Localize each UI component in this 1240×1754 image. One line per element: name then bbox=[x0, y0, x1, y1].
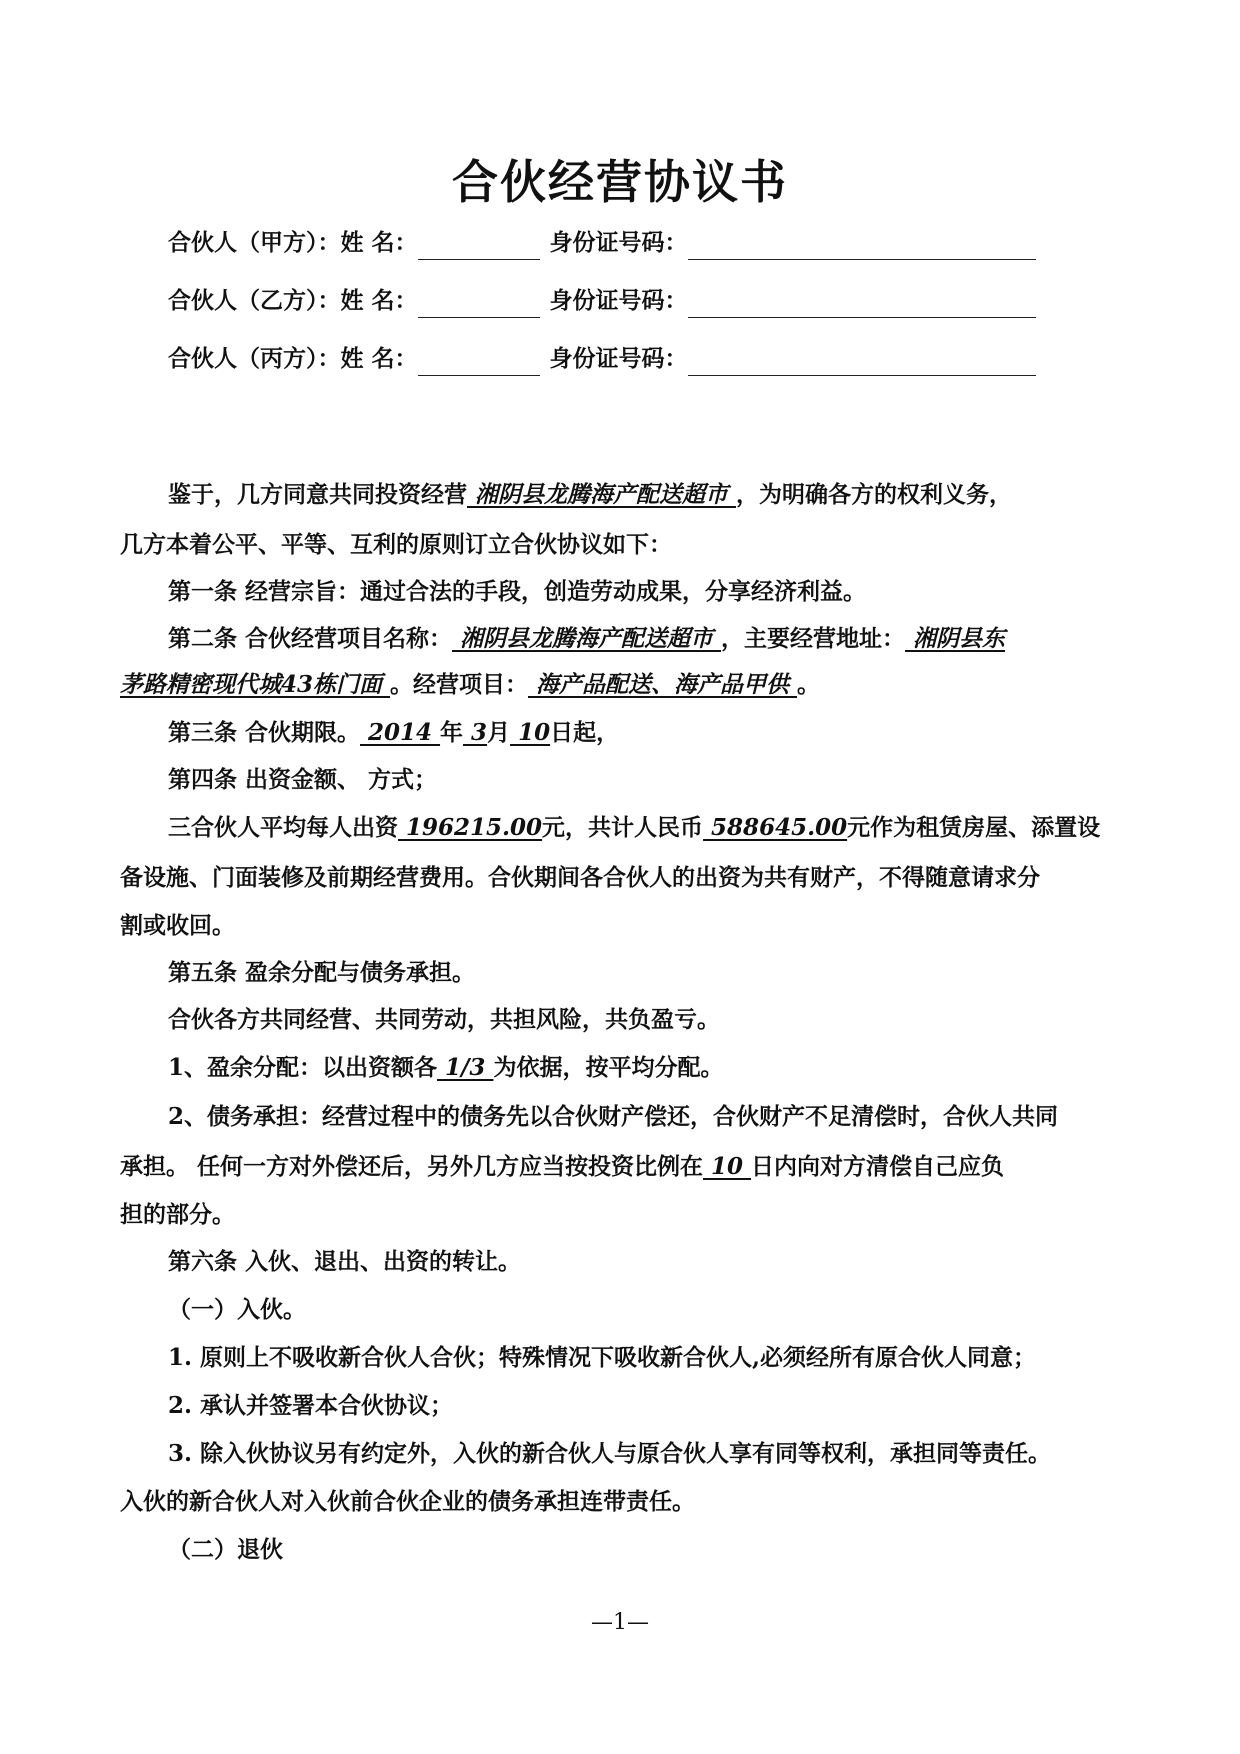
article-6-title: 第六条 入伙、退出、出资的转让。 bbox=[168, 1248, 522, 1275]
article-6-sub-1: （一）入伙。 bbox=[168, 1296, 306, 1323]
article-4-line-2: 备设施、门面装修及前期经营费用。合伙期间各合伙人的出资为共有财产，不得随意请求分 bbox=[120, 864, 1040, 891]
intro-line-1 bbox=[168, 478, 1012, 512]
article-3 bbox=[168, 716, 619, 750]
article-5-line-2 bbox=[168, 1051, 723, 1085]
article-2-line-2 bbox=[120, 668, 820, 702]
contribution-purpose: 元作为租赁房屋、添置设 bbox=[847, 814, 1101, 841]
total-label: 元，共计人民币 bbox=[542, 814, 704, 841]
address-field-part-2: 茅路精密现代城43栋门面 bbox=[120, 671, 391, 698]
party-c-row bbox=[168, 342, 1036, 376]
article-6-item-1: 1. 原则上不吸收新合伙人合伙；特殊情况下吸收新合伙人,必须经所有原合伙人同意； bbox=[168, 1344, 1037, 1371]
scope-label: 。经营项目： bbox=[390, 671, 529, 698]
scope-field: 海产品配送、海产品甲供 bbox=[528, 671, 798, 698]
period: 。 bbox=[797, 671, 821, 698]
page-number: —1— bbox=[591, 1610, 649, 1635]
article-2-label: 第二条 合伙经营项目名称： bbox=[168, 625, 453, 652]
profit-share-field: 1/3 bbox=[437, 1054, 494, 1081]
start-day-field: 10 bbox=[510, 719, 551, 746]
intro-text-2: ，为明确各方的权利义务， bbox=[736, 481, 1013, 508]
article-5-line-3: 2、债务承担：经营过程中的债务先以合伙财产偿还，合伙财产不足清偿时，合伙人共同 bbox=[168, 1103, 1059, 1130]
party-c-label: 合伙人（丙方）：姓 名： bbox=[168, 345, 418, 372]
repayment-days-field: 10 bbox=[703, 1153, 752, 1180]
party-a-row bbox=[168, 226, 1036, 260]
party-c-name-blank[interactable] bbox=[418, 349, 540, 376]
party-a-id-label: 身份证号码： bbox=[549, 229, 688, 256]
party-b-label: 合伙人（乙方）：姓 名： bbox=[168, 287, 418, 314]
article-6-item-3: 3. 除入伙协议另有约定外，入伙的新合伙人与原合伙人享有同等权利，承担同等责任。 bbox=[168, 1440, 1052, 1467]
per-person-amount-field: 196215.00 bbox=[398, 814, 543, 841]
article-5-line-4 bbox=[120, 1150, 1004, 1184]
month-label: 月 bbox=[487, 719, 511, 746]
article-4-title: 第四条 出资金额、 方式； bbox=[168, 766, 438, 793]
party-b-id-label: 身份证号码： bbox=[549, 287, 688, 314]
document-title: 合伙经营协议书 bbox=[452, 155, 788, 209]
party-c-id-label: 身份证号码： bbox=[549, 345, 688, 372]
party-a-label: 合伙人（甲方）：姓 名： bbox=[168, 229, 418, 256]
article-5-line-1: 合伙各方共同经营、共同劳动，共担风险，共负盈亏。 bbox=[168, 1006, 720, 1033]
total-amount-field: 588645.00 bbox=[703, 814, 848, 841]
party-b-row bbox=[168, 284, 1036, 318]
article-5-line-5: 担的部分。 bbox=[120, 1201, 235, 1228]
article-1: 第一条 经营宗旨：通过合法的手段，创造劳动成果，分享经济利益。 bbox=[168, 578, 867, 605]
project-name-field: 湘阴县龙腾海产配送超市 bbox=[452, 625, 722, 652]
party-c-id-blank[interactable] bbox=[688, 349, 1036, 376]
start-month-field: 3 bbox=[463, 719, 488, 746]
year-label: 年 bbox=[440, 719, 464, 746]
address-field-part-1: 湘阴县东 bbox=[905, 625, 1006, 652]
party-a-id-blank[interactable] bbox=[688, 233, 1036, 260]
party-b-name-blank[interactable] bbox=[418, 291, 540, 318]
article-4-line-1 bbox=[168, 811, 1100, 845]
intro-line-2: 几方本着公平、平等、互利的原则订立合伙协议如下： bbox=[120, 531, 672, 558]
repayment-text: 承担。 任何一方对外偿还后，另外几方应当按投资比例在 bbox=[120, 1153, 704, 1180]
repayment-text-2: 日内向对方清偿自己应负 bbox=[751, 1153, 1005, 1180]
contribution-label: 三合伙人平均每人出资 bbox=[168, 814, 398, 841]
article-3-label: 第三条 合伙期限。 bbox=[168, 719, 361, 746]
article-2-line-1 bbox=[168, 622, 1005, 656]
party-b-id-blank[interactable] bbox=[688, 291, 1036, 318]
article-6-sub-2: （二）退伙 bbox=[168, 1536, 283, 1563]
article-4-line-3: 割或收回。 bbox=[120, 912, 235, 939]
profit-share-label: 1、盈余分配：以出资额各 bbox=[168, 1054, 438, 1081]
start-year-field: 2014 bbox=[360, 719, 441, 746]
article-6-item-3-cont: 入伙的新合伙人对入伙前合伙企业的债务承担连带责任。 bbox=[120, 1488, 695, 1515]
article-6-item-2: 2. 承认并签署本合伙协议； bbox=[168, 1392, 454, 1419]
address-label: ，主要经营地址： bbox=[721, 625, 906, 652]
article-5-title: 第五条 盈余分配与债务承担。 bbox=[168, 959, 476, 986]
business-name-field: 湘阴县龙腾海产配送超市 bbox=[467, 481, 737, 508]
party-a-name-blank[interactable] bbox=[418, 233, 540, 260]
profit-share-rule: 为依据，按平均分配。 bbox=[493, 1054, 724, 1081]
intro-text: 鉴于，几方同意共同投资经营 bbox=[168, 481, 467, 508]
day-label: 日起， bbox=[550, 719, 620, 746]
